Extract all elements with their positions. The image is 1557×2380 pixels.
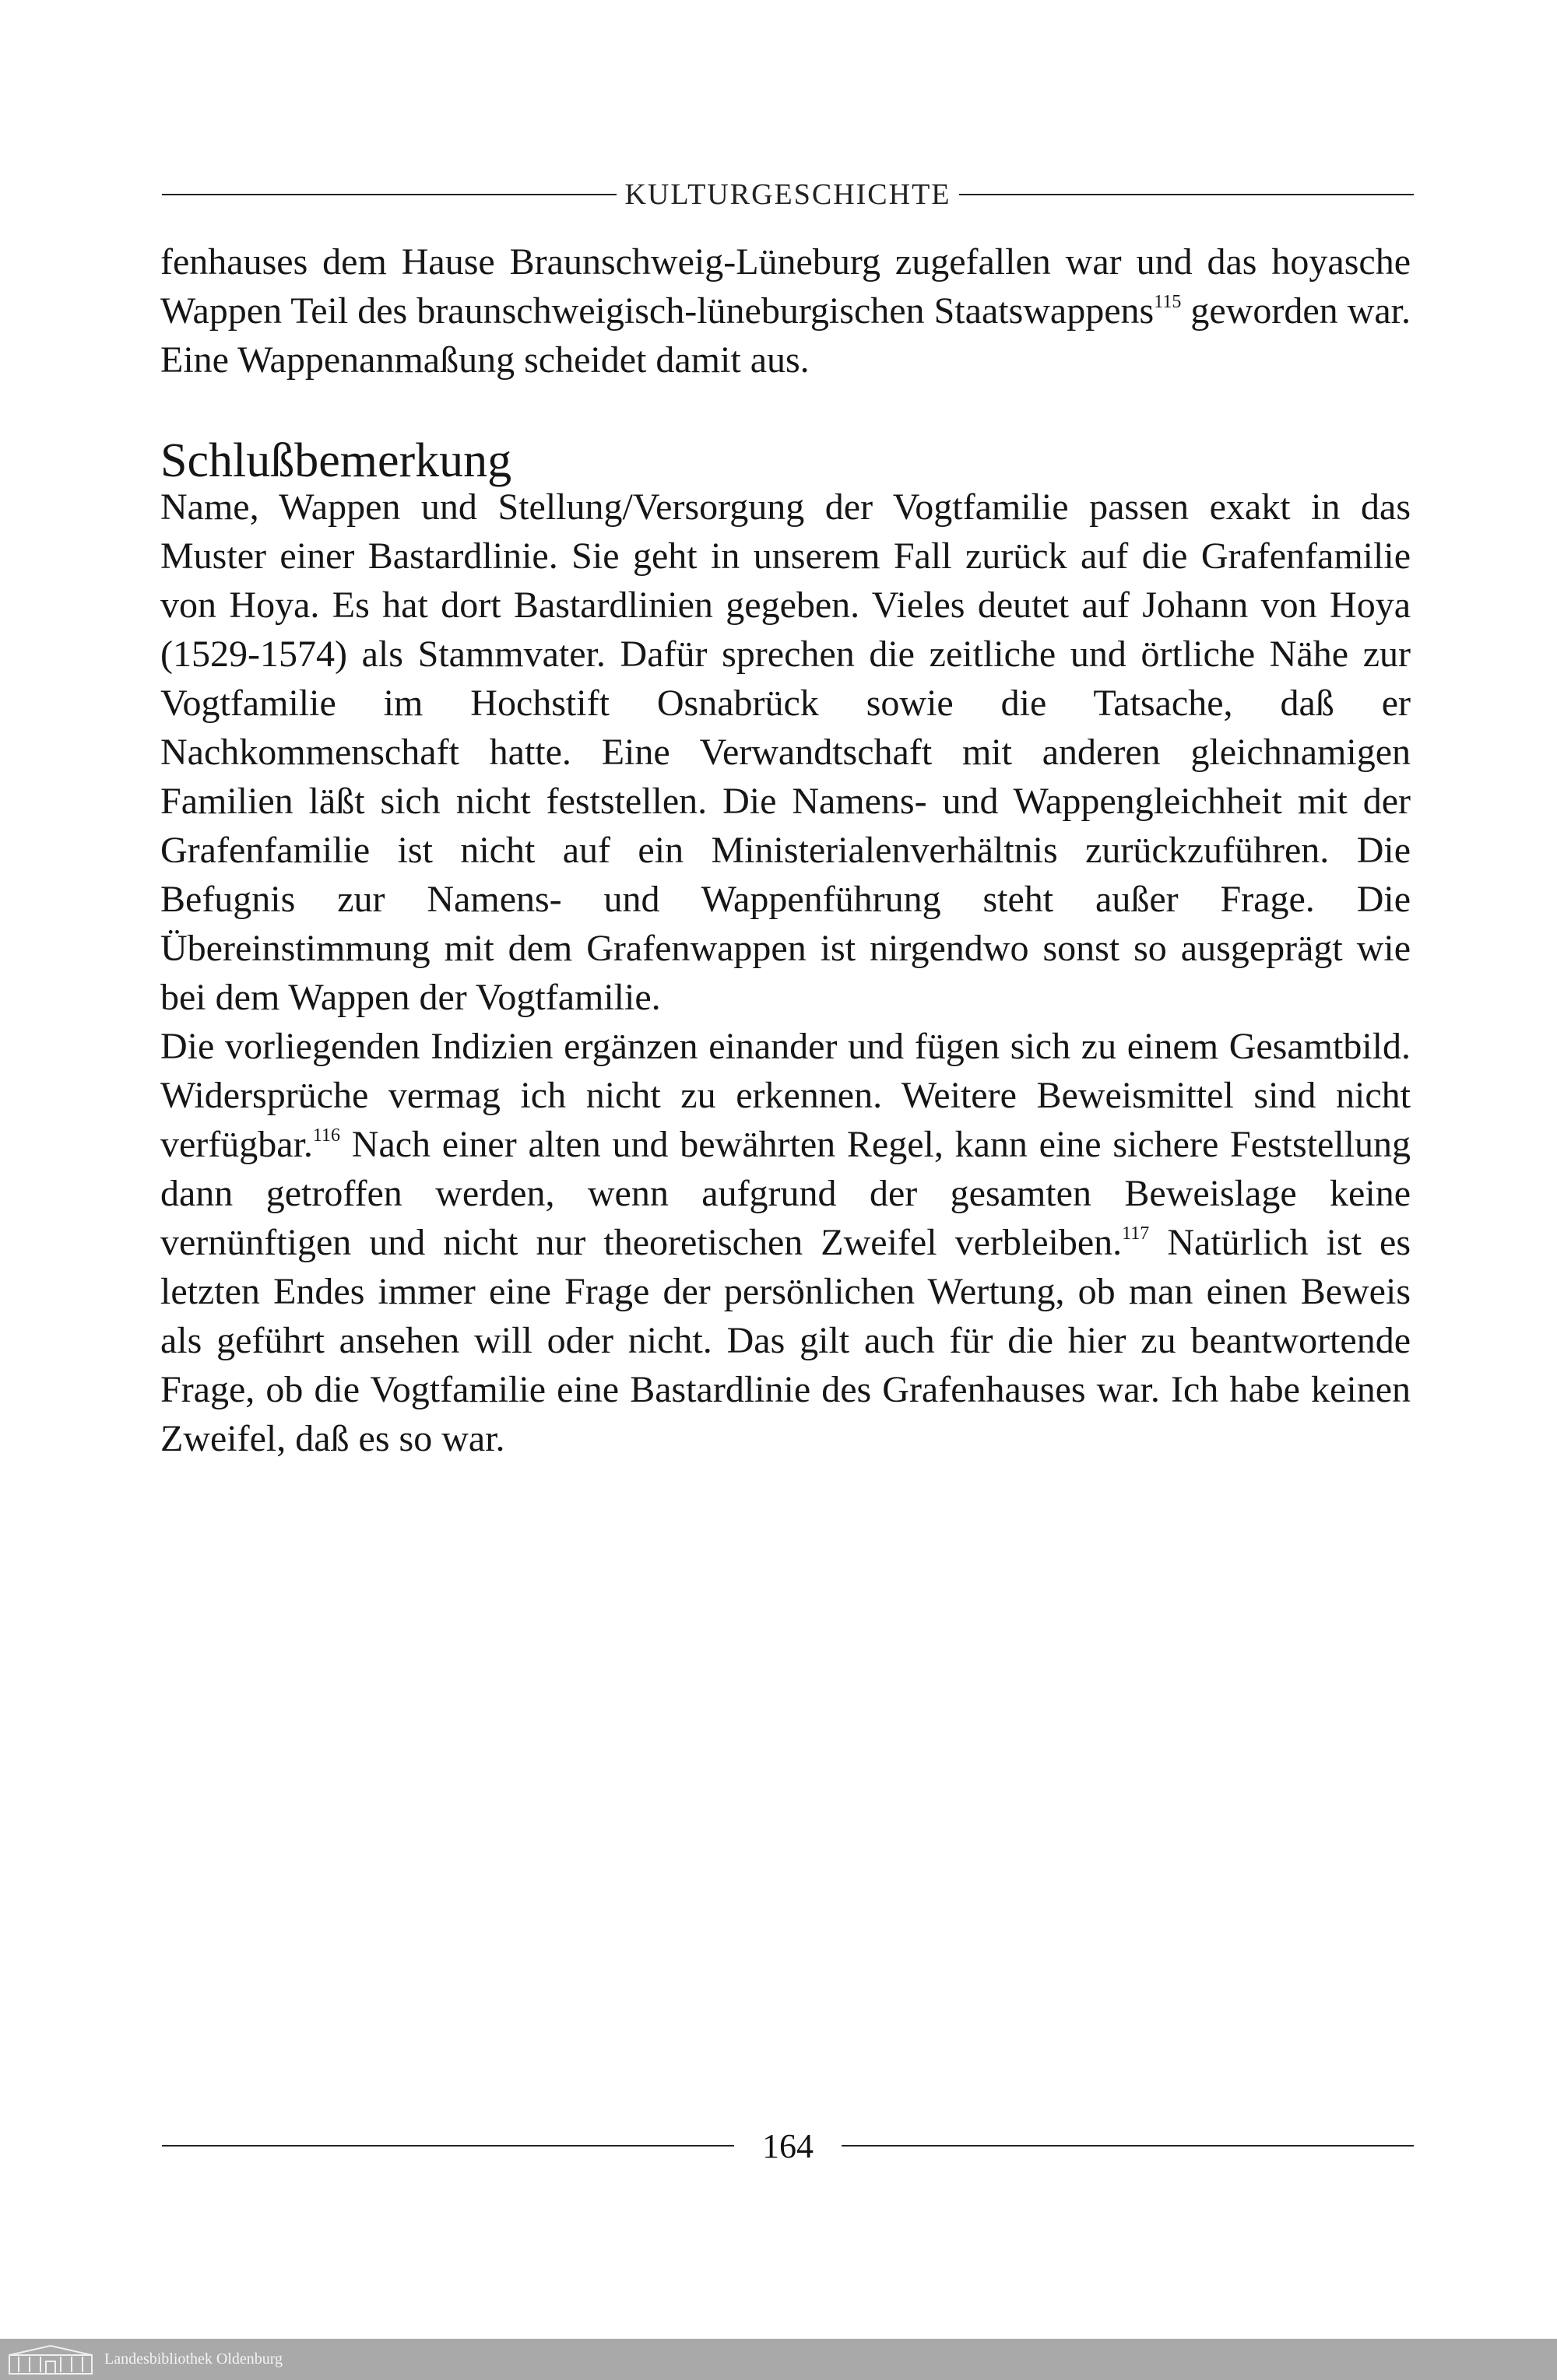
running-header bbox=[162, 171, 1414, 218]
paragraph-text: geworden war. Eine Wappenanmaßung scheidet damit aus. bbox=[160, 290, 1411, 381]
page-number: 164 bbox=[762, 2126, 814, 2165]
paragraph-text: Die vorliegenden Indizien ergänzen einander und fügen sich zu einem Gesamtbild. Widersprüche vermag ich nicht zu erkennen. Weitere Beweismittel sind nicht verfügbar. bbox=[160, 1026, 1411, 1165]
library-building-icon bbox=[8, 2344, 93, 2375]
footer-rule-left bbox=[162, 2145, 734, 2147]
library-name: Landesbibliothek Oldenburg bbox=[104, 2350, 283, 2368]
paragraph bbox=[160, 1022, 1411, 1463]
header-rule-left bbox=[162, 194, 617, 195]
body-text bbox=[160, 483, 1411, 1463]
footnote-marker: 115 bbox=[1154, 292, 1182, 312]
footnote-marker: 117 bbox=[1122, 1223, 1150, 1244]
footer-rule-right bbox=[842, 2145, 1414, 2147]
paragraph-continuation bbox=[160, 237, 1411, 384]
page-footer bbox=[162, 2118, 1414, 2173]
section-heading: Schlußbemerkung bbox=[160, 434, 512, 487]
footnote-marker: 116 bbox=[312, 1125, 341, 1146]
library-watermark-bar bbox=[0, 2339, 1557, 2380]
paragraph: Name, Wappen und Stellung/Versorgung der Vogtfamilie passen exakt in das Muster einer Bastardlinie. Sie geht in unserem Fall zurück auf die Grafenfamilie von Hoya. Es hat dort Bastardlinien gegeben. Vieles deutet auf Johann von Hoya (1529-1574) als Stammvater. Dafür sprechen die zeitliche und örtliche Nähe zur Vogtfamilie im Hochstift Osnabrück sowie die Tatsache, daß er Nachkommenschaft hatte. Eine Verwandtschaft mit anderen gleichnamigen Familien läßt sich nicht feststellen. Die Namens- und Wappengleichheit mit der Grafenfamilie ist nicht auf ein Ministerialenverhältnis zurückzuführen. Die Befugnis zur Namens- und Wappenführung steht außer Frage. Die Übereinstimmung mit dem Grafenwappen ist nirgendwo sonst so ausgeprägt wie bei dem Wappen der Vogtfamilie. bbox=[160, 486, 1411, 1018]
header-rule-right bbox=[959, 194, 1414, 195]
paragraph-text: Natürlich ist es letzten Endes immer eine Frage der persönlichen Wertung, ob man einen Beweis als geführt ansehen will oder nicht. Das gilt auch für die hier zu beantwortende Frage, ob die Vogtfamilie eine Bastardlinie des Grafenhauses war. Ich habe keinen Zweifel, daß es so war. bbox=[160, 1222, 1411, 1459]
paragraph-text: Nach einer alten und bewährten Regel, kann eine sichere Feststellung dann getroffen werden, wenn aufgrund der gesamten Beweislage keine vernünftigen und nicht nur theoretischen Zweifel verbleiben. bbox=[160, 1124, 1411, 1263]
paragraph-text: fenhauses dem Hause Braunschweig-Lüneburg zugefallen war und das hoyasche Wappen Teil des braunschweigisch-lüneburgischen Staatswappens bbox=[160, 241, 1411, 332]
running-header-title: KULTURGESCHICHTE bbox=[624, 178, 951, 211]
